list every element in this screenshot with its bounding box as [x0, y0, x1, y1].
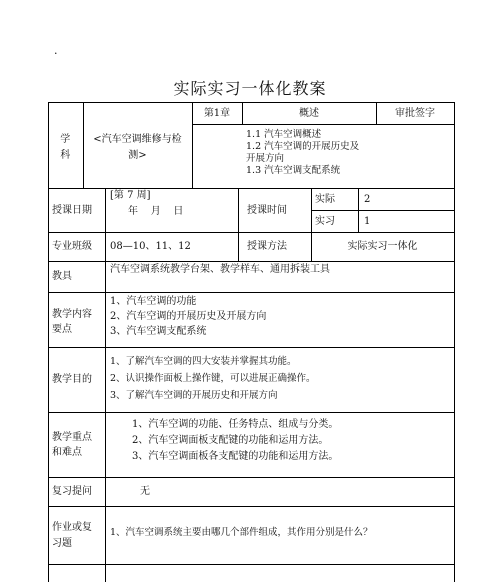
class-value: 08—10、11、12 — [110, 241, 191, 252]
tools-value: 汽车空调系统教学台架、教学样车、通用拆装工具 — [110, 264, 330, 275]
homework-value: 1、汽车空调系统主要由哪几个部件组成，其作用分别是什么？ — [110, 527, 373, 538]
list-item: 2、认识操作面板上操作键，可以进展正确操作。 — [110, 373, 316, 384]
overview-label: 概述 — [299, 108, 319, 119]
method-value: 实际实习一体化 — [347, 241, 418, 252]
method-label: 授课方法 — [247, 241, 287, 252]
homework-label: 作业或复 习题 — [52, 522, 92, 549]
approval-label: 审批签字 — [395, 108, 435, 119]
chapter-label: 第1章 — [203, 108, 231, 119]
time-label: 授课时间 — [247, 205, 287, 216]
subject-value: <汽车空调维修与检 测> — [93, 134, 182, 161]
page-marker: . — [54, 44, 58, 57]
goal-list — [110, 353, 316, 404]
list-item: 3、汽车空调面板各支配键的功能和运用方法。 — [132, 451, 339, 462]
practical-label: 实际 — [315, 194, 335, 205]
week-value: [第 7 周] — [110, 190, 151, 201]
section-item: 1.2 汽车空调的开展历史及 — [246, 141, 360, 152]
list-item: 2、汽车空调的开展历史及开展方向 — [110, 311, 267, 322]
content-label: 教学内容 要点 — [52, 309, 92, 335]
key-list — [132, 417, 338, 465]
date-label: 授课日期 — [52, 205, 92, 216]
section-list — [246, 129, 359, 177]
list-item: 2、汽车空调面板支配键的功能和运用方法。 — [132, 435, 329, 446]
class-label: 专业班级 — [52, 241, 92, 252]
section-item: 1.1 汽车空调概述 — [246, 129, 322, 140]
document-title: 实际实习一体化教案 — [173, 79, 327, 98]
section-item: 开展方向 — [246, 153, 285, 164]
list-item: 1、汽车空调的功能 — [110, 296, 197, 307]
goal-label: 教学目的 — [52, 374, 92, 385]
content-list — [110, 294, 266, 339]
tools-label: 教具 — [52, 271, 72, 282]
list-item: 1、了解汽车空调的四大安装并掌握其功能。 — [110, 356, 297, 367]
list-item: 1、汽车空调的功能、任务特点、组成与分类。 — [132, 419, 339, 430]
review-label: 复习提问 — [52, 486, 92, 497]
list-item: 3、了解汽车空调的开展历史和开展方向 — [110, 390, 278, 401]
key-label: 教学重点 和难点 — [52, 432, 92, 458]
practical-value: 2 — [364, 194, 371, 205]
list-item: 3、汽车空调支配系统 — [110, 326, 207, 337]
section-item: 1.3 汽车空调支配系统 — [246, 165, 341, 176]
review-value: 无 — [140, 486, 150, 497]
lesson-plan-table — [48, 102, 455, 582]
date-value: 年 月 日 — [128, 206, 184, 217]
subject-label: 学 科 — [60, 134, 71, 161]
practice-value: 1 — [364, 216, 371, 227]
practice-label: 实习 — [315, 216, 335, 227]
